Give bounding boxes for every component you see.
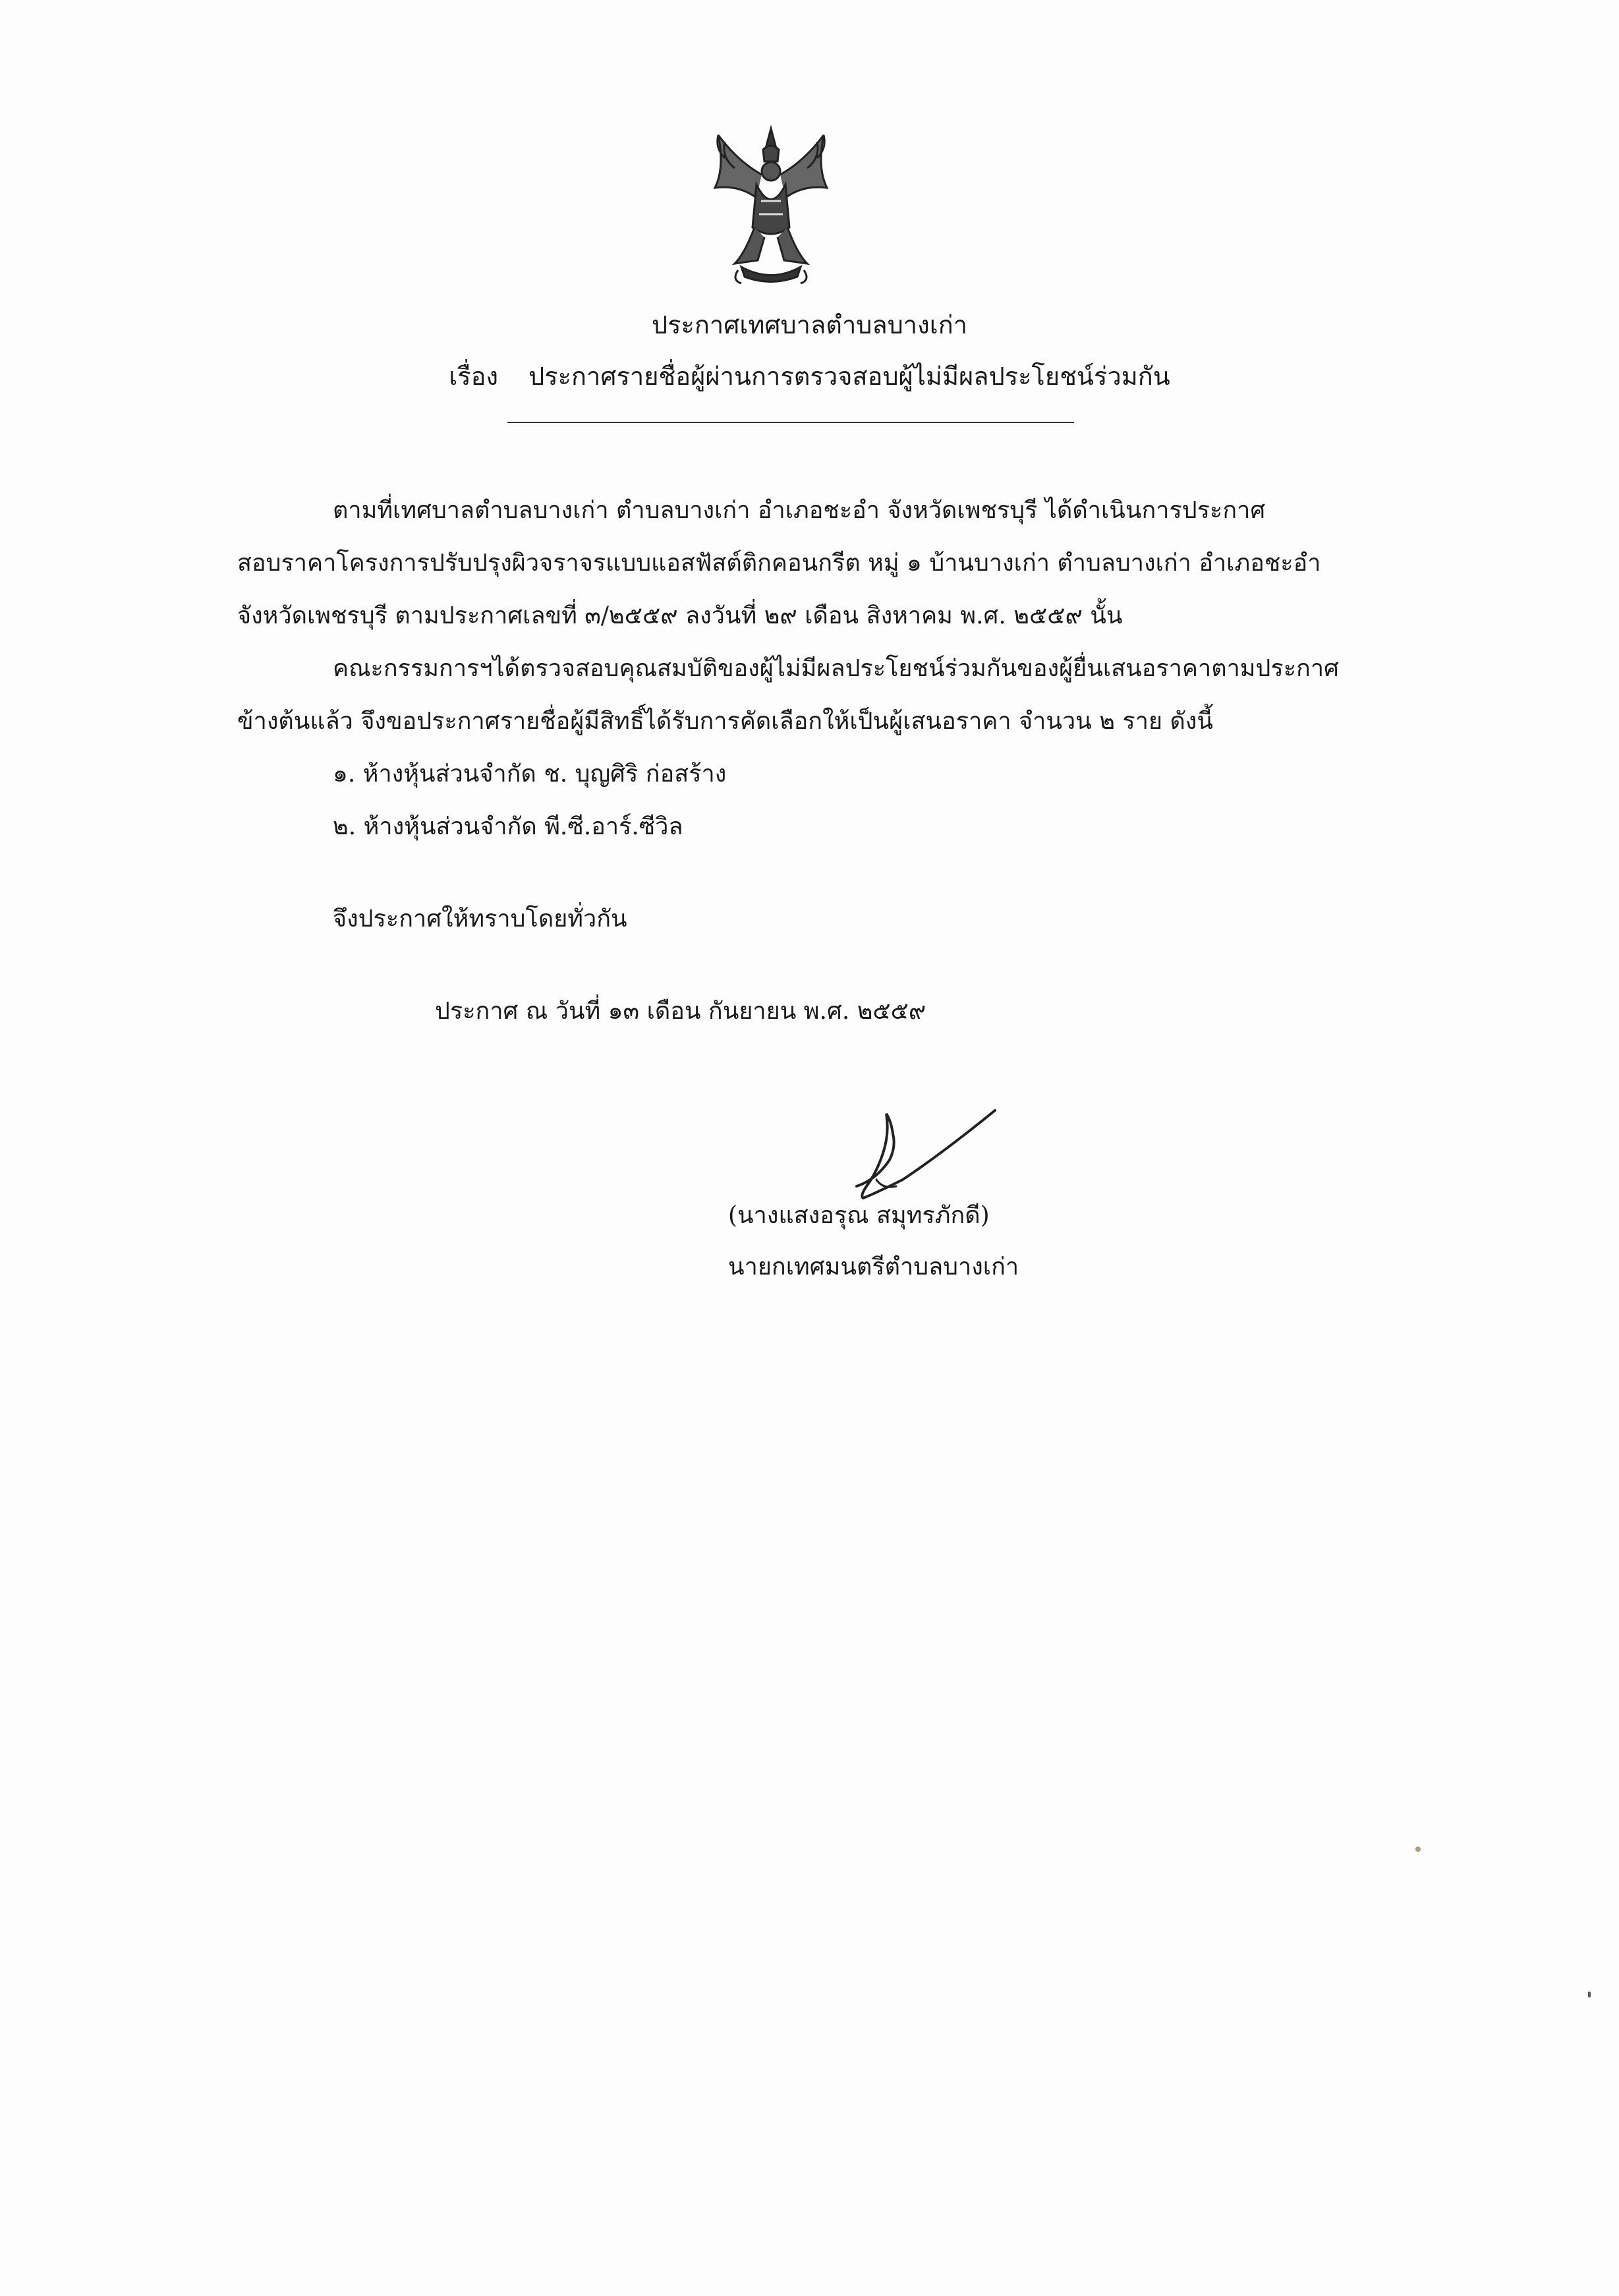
closing-statement: จึงประกาศให้ทราบโดยทั่วกัน [333, 905, 627, 933]
garuda-emblem-icon [705, 122, 837, 287]
body-line-2: สอบราคาโครงการปรับปรุงผิวจราจรแบบแอสฟัสต์ติกคอนกรีต หมู่ ๑ บ้านบางเก่า ตำบลบางเก่า อำเภอชะอำ [237, 550, 1321, 577]
paper-speck [1415, 1847, 1421, 1852]
document-subject-line [0, 356, 1619, 396]
list-item: ๒. ห้างหุ้นส่วนจำกัด พี.ซี.อาร์.ซีวิล [333, 813, 683, 840]
body-line-5: ข้างต้นแล้ว จึงขอประกาศรายชื่อผู้มีสิทธิ์ได้รับการคัดเลือกให้เป็นผู้เสนอราคา จำนวน ๒ ราย ดังนี้ [237, 708, 1214, 735]
header-divider [507, 422, 1074, 423]
paper-mark [1588, 1992, 1591, 1997]
signer-name: (นางแสงอรุณ สมุทรภักดี) [728, 1202, 990, 1229]
list-item: ๑. ห้างหุ้นส่วนจำกัด ช. บุญศิริ ก่อสร้าง [333, 761, 727, 788]
subject-text: ประกาศรายชื่อผู้ผ่านการตรวจสอบผู้ไม่มีผลประโยชน์ร่วมกัน [528, 362, 1170, 391]
announcement-date: ประกาศ ณ วันที่ ๑๓ เดือน กันยายน พ.ศ. ๒๕๕๙ [435, 998, 926, 1025]
body-line-1: ตามที่เทศบาลตำบลบางเก่า ตำบลบางเก่า อำเภอชะอำ จังหวัดเพชรบุรี ได้ดำเนินการประกาศ [333, 497, 1266, 524]
body-line-3: จังหวัดเพชรบุรี ตามประกาศเลขที่ ๓/๒๕๕๙ ลงวันที่ ๒๙ เดือน สิงหาคม พ.ศ. ๒๕๕๙ นั้น [237, 602, 1123, 629]
handwritten-signature [778, 1081, 1002, 1213]
document-title: ประกาศเทศบาลตำบลบางเก่า [651, 310, 968, 339]
subject-label: เรื่อง [449, 362, 498, 391]
body-line-4: คณะกรรมการฯได้ตรวจสอบคุณสมบัติของผู้ไม่มีผลประโยชน์ร่วมกันของผู้ยื่นเสนอราคาตามประกาศ [333, 655, 1339, 682]
signer-title: นายกเทศมนตรีตำบลบางเก่า [728, 1253, 1019, 1280]
